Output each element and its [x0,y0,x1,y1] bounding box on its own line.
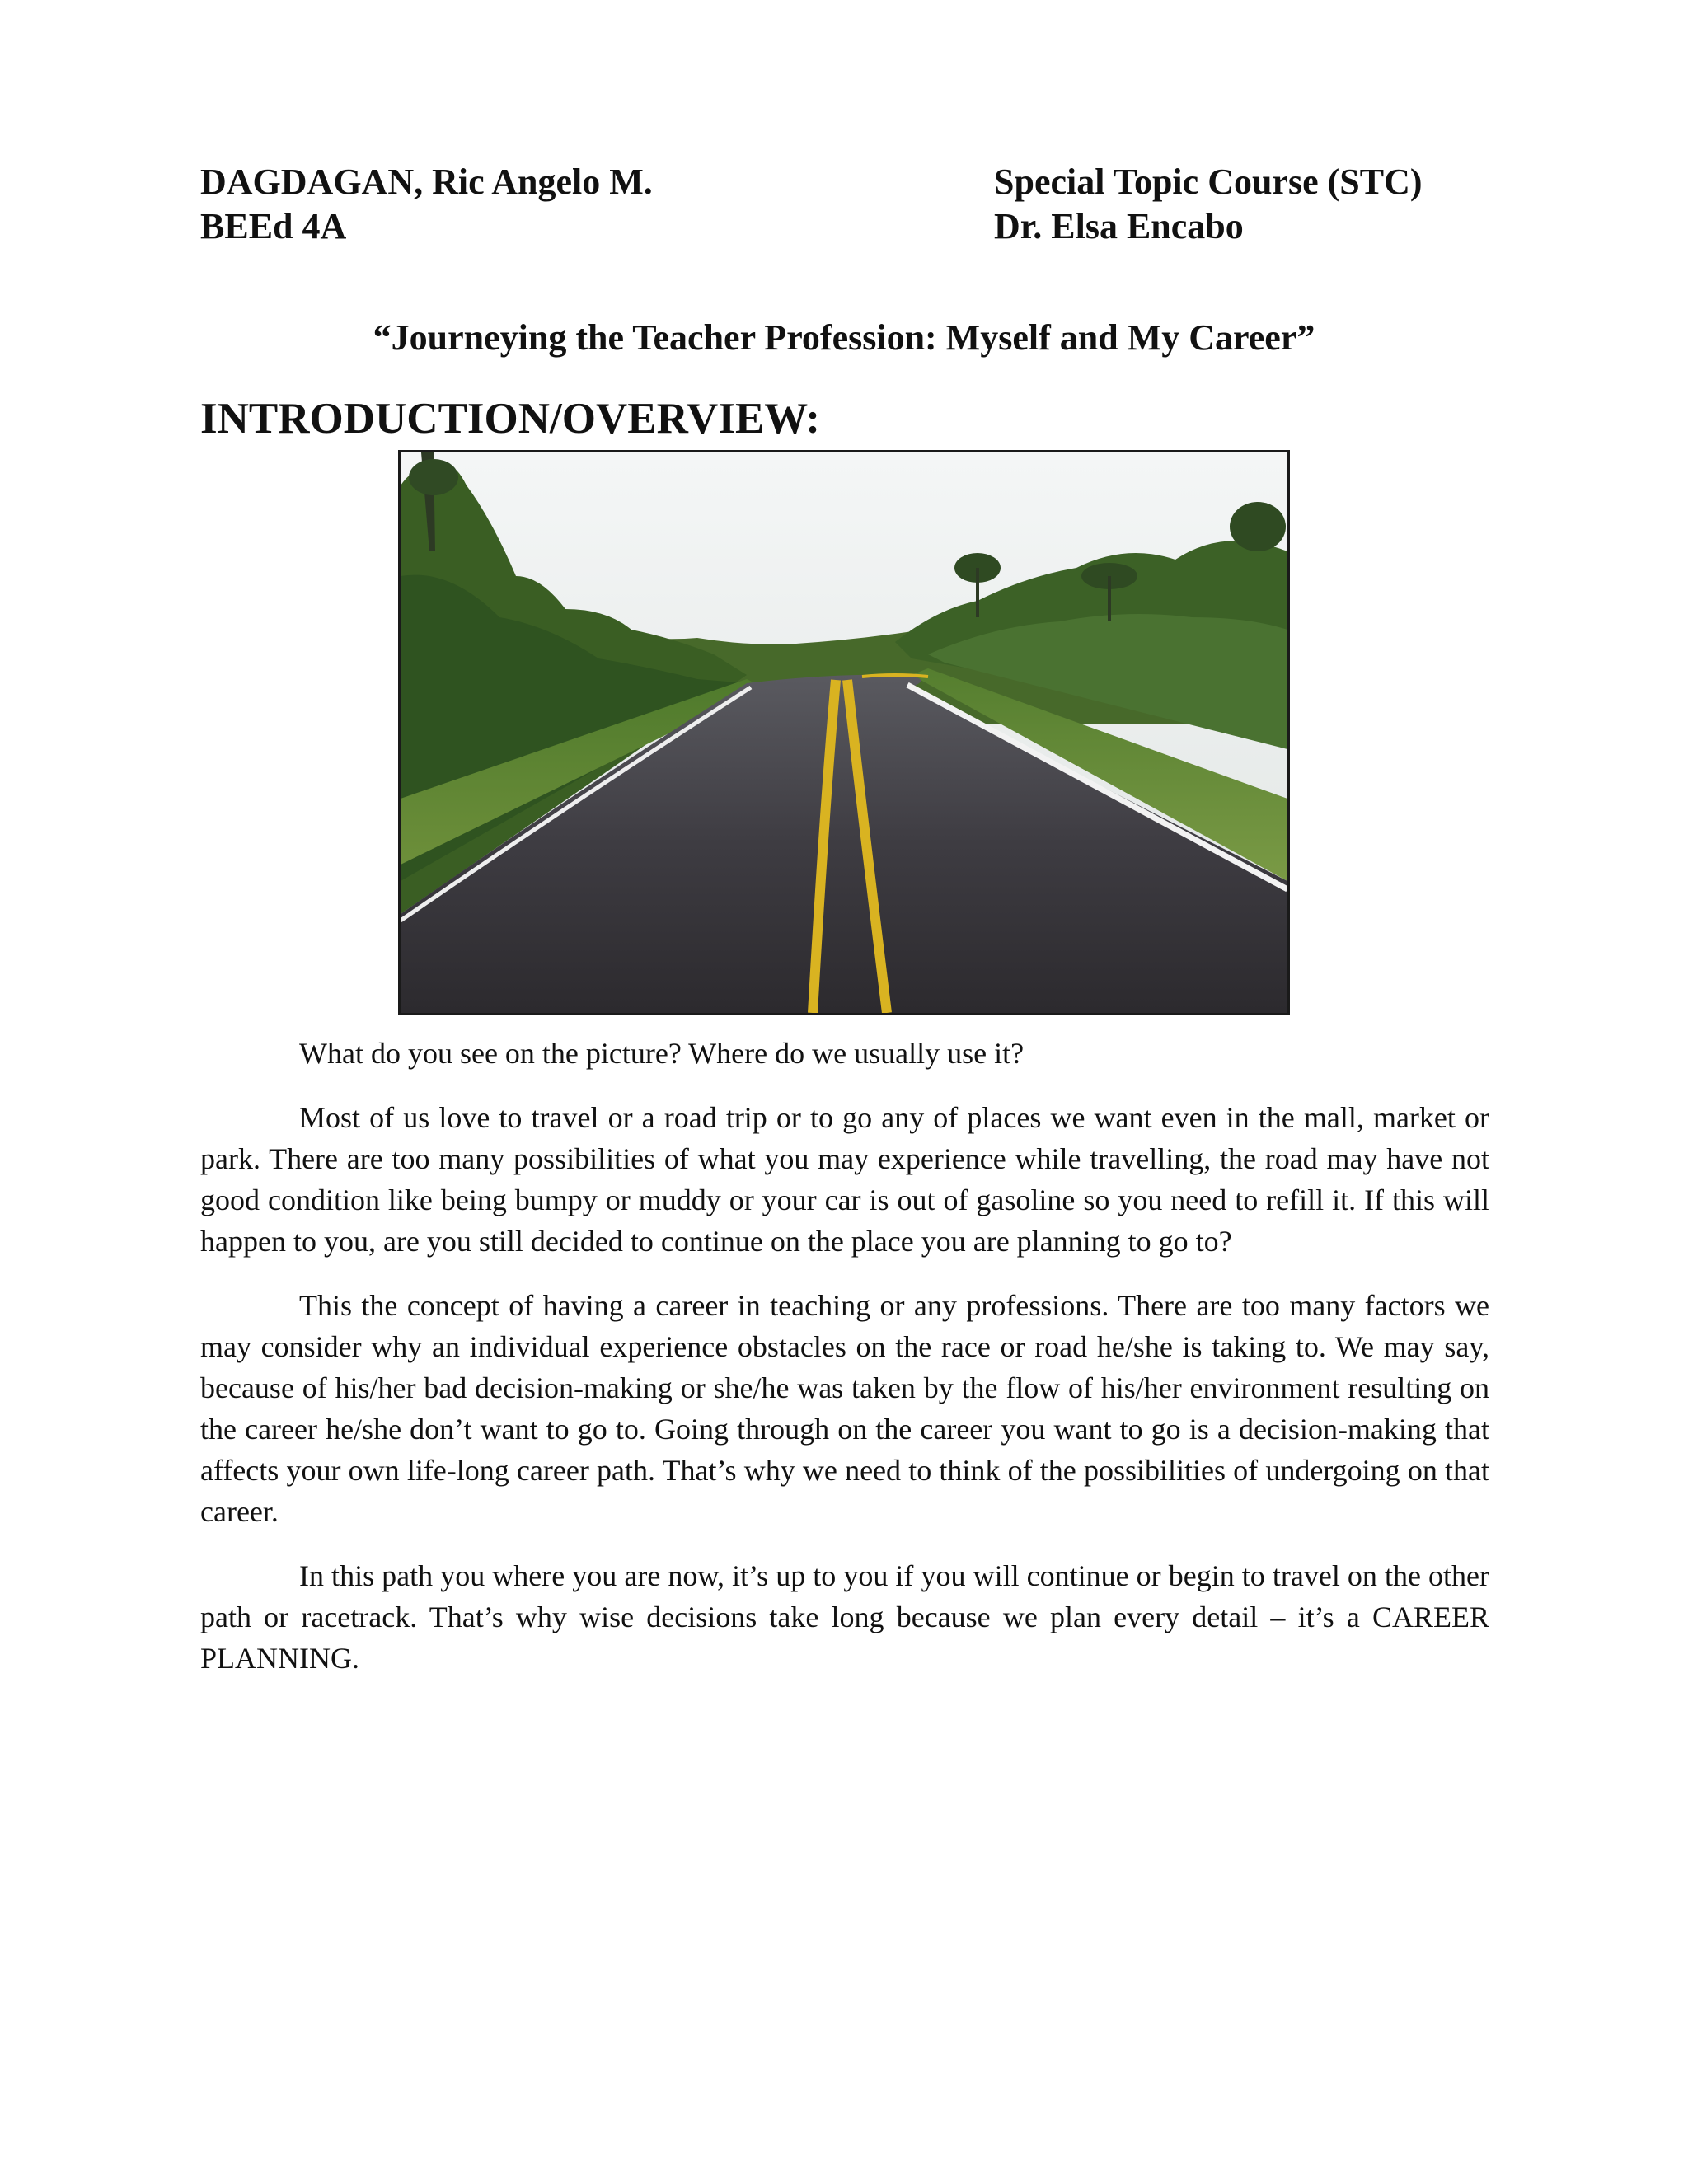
section-heading: INTRODUCTION/OVERVIEW: [200,395,821,443]
student-name: DAGDAGAN, Ric Angelo M. [200,162,653,202]
instructor-name: Dr. Elsa Encabo [994,206,1244,246]
paragraph: Most of us love to travel or a road trip or to go any of places we want even in the mall, market or park. There are too many possibilities of what you may experience while travelling, the road may have not good condition like being bumpy or muddy or your car is out of gasoline so you need to refill it. If this will happen to you, are you still decided to continue on the place you are planning to go to? [200,1101,1489,1258]
paragraph: This the concept of having a career in teaching or any professions. There are too many factors we may consider why an individual experience obstacles on the race or road he/she is taking to. We may say, because of his/her bad decision-making or she/he was taken by the flow of his/her environment resulting on the career he/she don’t want to go to. Going through on the career you want to go is a decision-making that affects your own life-long career path. That’s why we need to think of the possibilities of undergoing on that career. [200,1289,1489,1528]
body-paragraphs [200,1097,1489,1702]
road-photo [398,450,1290,1015]
document-title: “Journeying the Teacher Profession: Myself and My Career” [373,317,1315,358]
road-photo-icon [401,452,1287,1013]
course-info [994,160,1423,249]
question-text: What do you see on the picture? Where do we usually use it? [299,1037,1025,1070]
course-name: Special Topic Course (STC) [994,162,1423,202]
student-info [200,160,653,249]
student-section: BEEd 4A [200,206,347,246]
question-text-block [200,1033,1489,1097]
paragraph: In this path you where you are now, it’s up to you if you will continue or begin to travel on the other path or racetrack. That’s why wise decisions take long because we plan every detail – it’s a CAREER PLANNING. [200,1559,1489,1675]
